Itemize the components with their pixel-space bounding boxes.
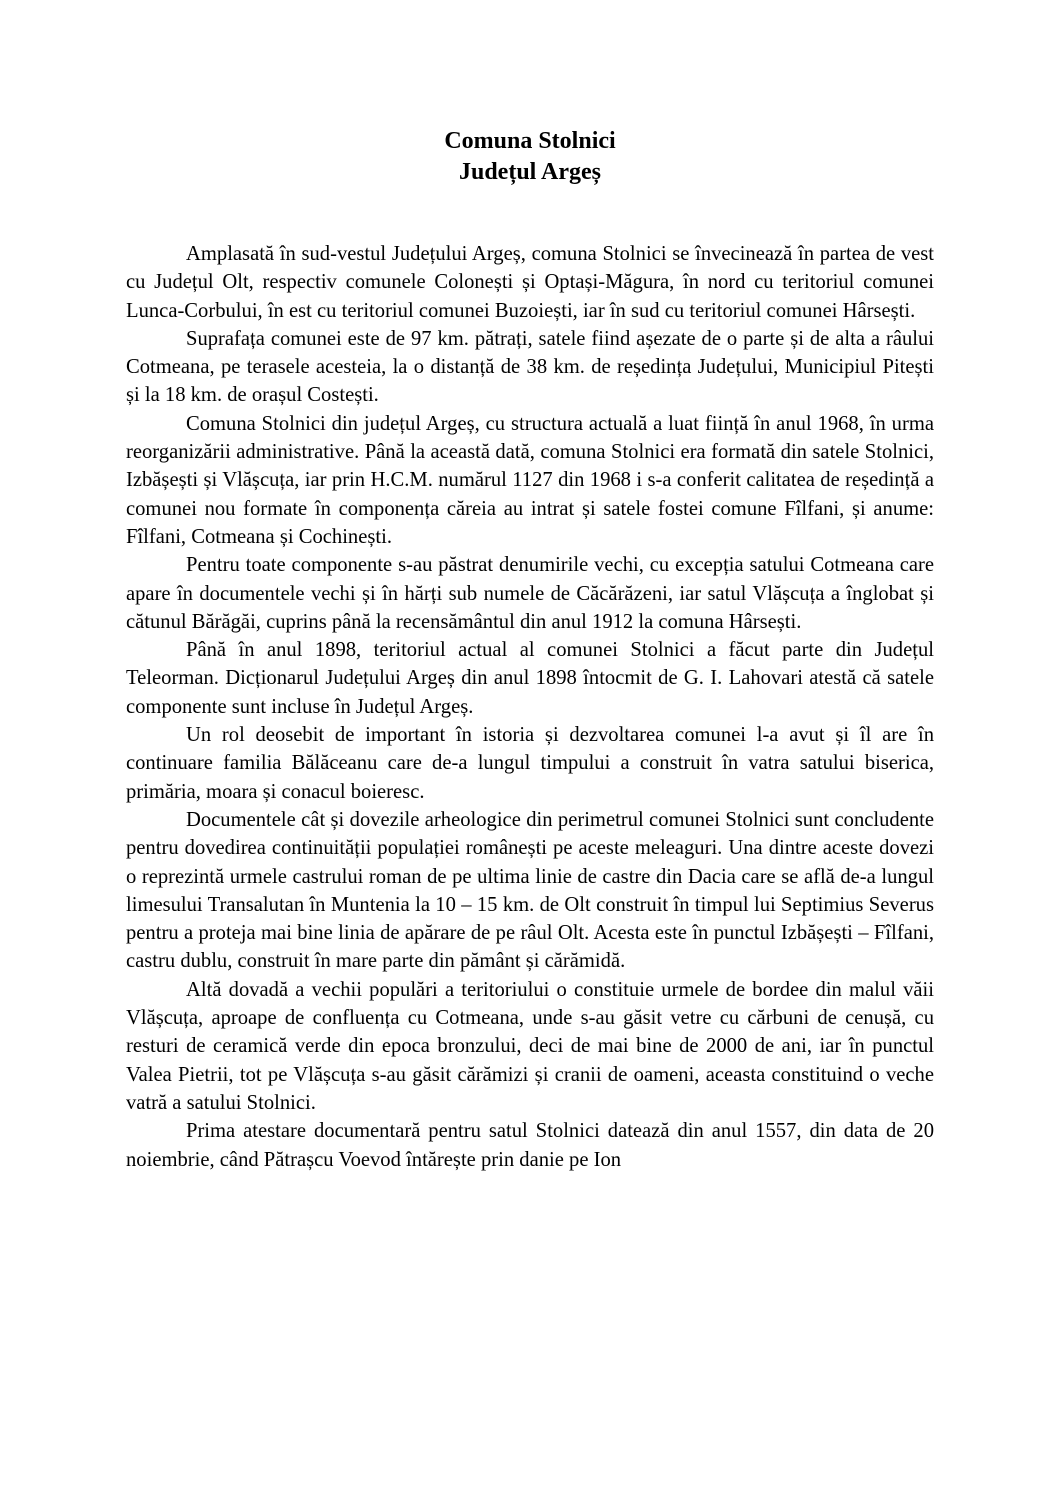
paragraph-archaeology: Documentele cât și dovezile arheologice din perimetrul comunei Stolnici sunt concludente pentru dovedirea continuității populației românești pe aceste meleaguri. Una dintre aceste dovezi o reprezintă urmele castrului roman de pe ultima linie de castre din Dacia care se află de-a lungul limesului Transalutan în Muntenia la 10 – 15 km. de Olt construit în timpul lui Septimius Severus pentru a proteja mai bine linia de apărare de pe râul Olt. Acesta este în punctul Izbășești – Fîlfani, castru dublu, construit în mare parte din pământ și cărămidă.	[126, 808, 934, 973]
paragraph-village-names: Pentru toate componente s-au păstrat denumirile vechi, cu excepția satului Cotmeana care apare în documentele vechi și în hărți sub numele de Căcărăzeni, iar satul Vlășcuța a înglobat și cătunul Bărăgăi, cuprins până la recensământul din anul 1912 la comuna Hârsești.	[126, 554, 934, 633]
paragraph-teleorman: Până în anul 1898, teritoriul actual al comunei Stolnici a făcut parte din Județul Teleorman. Dicționarul Județului Argeș din anul 1898 întocmit de G. I. Lahovari atestă că satele componente sunt incluse în Județul Argeș.	[126, 639, 934, 718]
document-body	[126, 240, 934, 1174]
paragraph-ancient-settlement: Altă dovadă a vechii populări a teritoriului o constituie urmele de bordee din malul văii Vlășcuța, aproape de confluența cu Cotmeana, unde s-au găsit vetre cu cărbuni de cenușă, cu resturi de ceramică verde din epoca bronzului, deci de mai bine de 2000 de ani, iar în punctul Valea Pietrii, tot pe Vlășcuța s-au găsit cărămizi și cranii de oameni, aceasta constituind o veche vatră a satului Stolnici.	[126, 978, 934, 1114]
document-title	[126, 126, 934, 188]
title-county: Județul Argeș	[458, 159, 601, 185]
document-page	[126, 126, 934, 1174]
paragraph-area: Suprafața comunei este de 97 km. pătrați, satele fiind așezate de o parte și de alta a râului Cotmeana, pe terasele acesteia, la o distanță de 38 km. de reședința Județului, Municipiul Pitești și la 18 km. de orașul Costești.	[126, 327, 934, 407]
paragraph-first-attestation: Prima atestare documentară pentru satul Stolnici datează din anul 1557, din data de 20 noiembrie, când Pătrașcu Voevod întărește prin danie pe Ion	[126, 1120, 934, 1171]
paragraph-balaceanu-family: Un rol deosebit de important în istoria și dezvoltarea comunei l-a avut și îl are în continuare familia Bălăceanu care de-a lungul timpului a construit în vatra satului biserica, primăria, moara și conacul boieresc.	[126, 724, 934, 803]
paragraph-administrative-history: Comuna Stolnici din județul Argeș, cu structura actuală a luat ființă în anul 1968, în urma reorganizării administrative. Până la această dată, comuna Stolnici era formată din satele Stolnici, Izbășești și Vlășcuța, iar prin H.C.M. numărul 1127 din 1968 i s-a conferit calitatea de reședință a comunei nou formate în componența căreia au intrat și satele fostei comune Fîlfani, și anume: Fîlfani, Cotmeana și Cochinești.	[126, 412, 934, 548]
title-commune: Comuna Stolnici	[444, 128, 616, 154]
paragraph-location: Amplasată în sud-vestul Județului Argeș, comuna Stolnici se învecinează în partea de vest cu Județul Olt, respectiv comunele Colonești și Optași-Măgura, în nord cu teritoriul comunei Lunca-Corbului, în est cu teritoriul comunei Buzoiești, iar în sud cu teritoriul comunei Hârsești.	[126, 243, 934, 322]
